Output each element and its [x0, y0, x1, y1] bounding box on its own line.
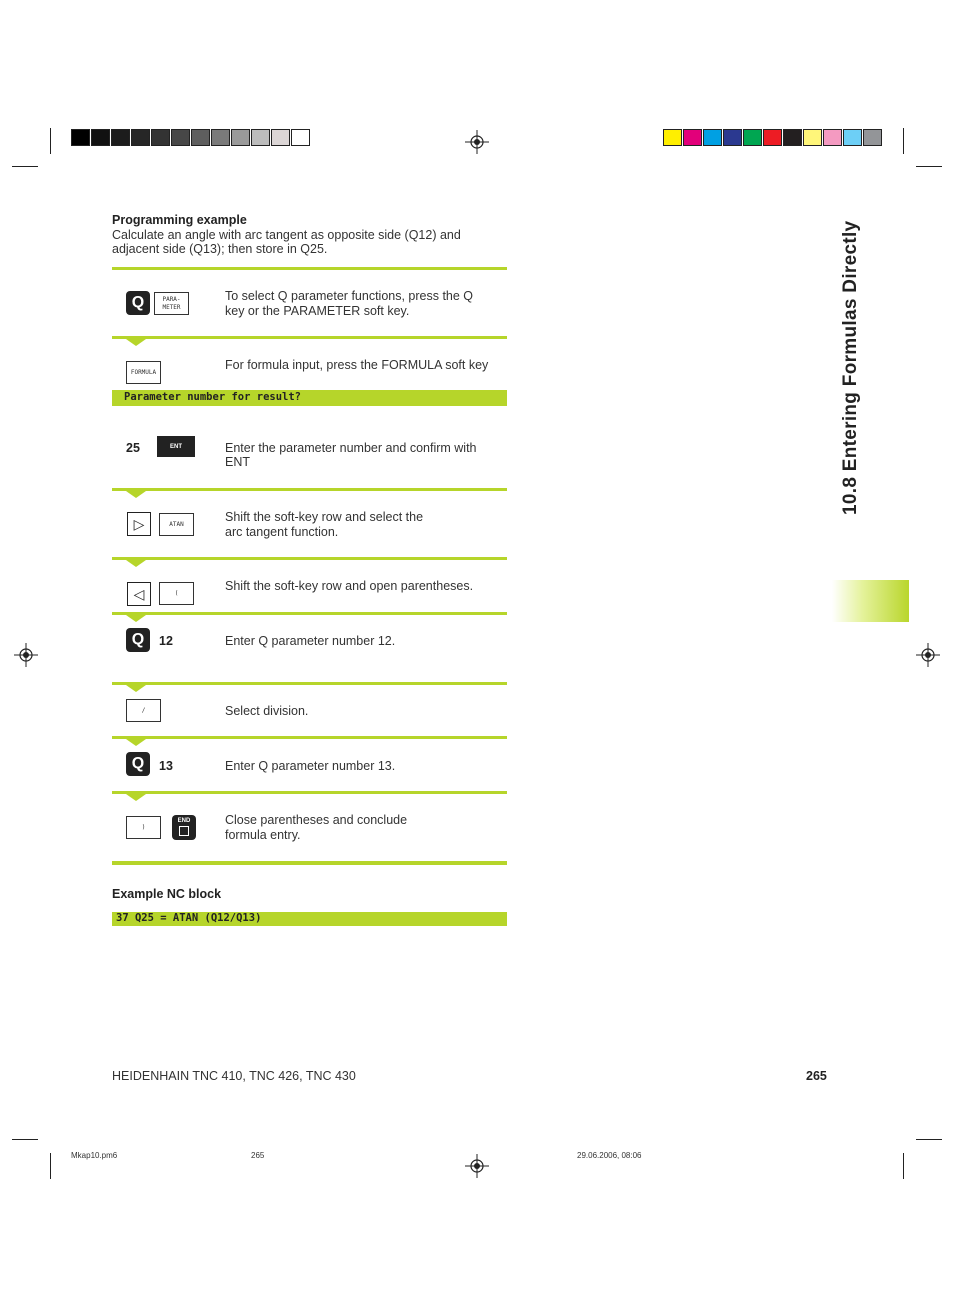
gray-swatch: [211, 129, 230, 146]
open-parenthesis-soft-key[interactable]: (: [159, 582, 194, 605]
step-separator: [112, 557, 507, 560]
color-swatch: [743, 129, 762, 146]
step-text: Shift the soft-key row and select the: [225, 510, 424, 524]
chapter-tab-marker: [832, 580, 909, 622]
left-arrow-key[interactable]: ◁: [127, 582, 151, 606]
parameter-value: 13: [159, 759, 173, 773]
slug-page: 265: [251, 1151, 265, 1160]
intro-line-1: Calculate an angle with arc tangent as opposite side (Q12) and: [112, 228, 461, 242]
close-parenthesis-soft-key[interactable]: ): [126, 816, 161, 839]
gray-swatch: [231, 129, 250, 146]
crop-mark: [12, 166, 38, 167]
slug-file: Mkap10.pm6: [71, 1151, 118, 1160]
step-arrow: [126, 685, 146, 692]
step-text: Enter Q parameter number 12.: [225, 634, 396, 648]
chapter-side-title: 10.8 Entering Formulas Directly: [840, 220, 861, 515]
registration-mark-icon: [465, 130, 489, 154]
step-separator: [112, 336, 507, 339]
programming-example-heading: Programming example: [112, 213, 247, 227]
step-arrow: [126, 339, 146, 346]
color-swatch: [703, 129, 722, 146]
step-separator: [112, 682, 507, 685]
gray-swatch: [251, 129, 270, 146]
step-text: For formula input, press the FORMULA soft key: [225, 358, 489, 372]
crop-mark: [50, 128, 51, 154]
registration-mark-icon: [14, 643, 38, 667]
end-key-label: END: [177, 818, 191, 824]
atan-soft-key[interactable]: ATAN: [159, 513, 194, 536]
slug-date: 29.06.2006, 08:06: [577, 1151, 642, 1160]
color-swatch: [663, 129, 682, 146]
step-arrow: [126, 615, 146, 622]
step-separator: [112, 791, 507, 794]
example-nc-block-heading: Example NC block: [112, 887, 222, 901]
step-separator: [112, 736, 507, 739]
parameter-soft-key[interactable]: [154, 292, 189, 315]
parameter-value: 12: [159, 634, 173, 648]
nc-block-bar: [112, 912, 507, 926]
q-key[interactable]: Q: [126, 752, 150, 776]
step-arrow: [126, 491, 146, 498]
gray-swatch: [91, 129, 110, 146]
gray-swatch: [271, 129, 290, 146]
footer-page-number: 265: [806, 1069, 827, 1083]
crop-mark: [903, 1153, 904, 1179]
registration-mark-icon: [916, 643, 940, 667]
end-square-icon: [179, 826, 189, 836]
gray-swatch: [171, 129, 190, 146]
right-arrow-key[interactable]: ▷: [127, 512, 151, 536]
nc-block: 37 Q25 = ATAN (Q12/Q13): [116, 912, 262, 924]
ent-key[interactable]: ENT: [157, 436, 195, 457]
crop-mark: [50, 1153, 51, 1179]
step-text: Shift the soft-key row and open parentheses.: [225, 579, 474, 593]
registration-mark-icon: [465, 1154, 489, 1178]
color-swatch: [803, 129, 822, 146]
step-arrow: [126, 794, 146, 801]
step-separator: [112, 861, 507, 865]
dialog-prompt-bar: [112, 390, 507, 406]
step-text: Close parentheses and conclude: [225, 813, 408, 827]
gray-swatch: [151, 129, 170, 146]
gray-swatch: [291, 129, 310, 146]
gray-swatch: [131, 129, 150, 146]
formula-soft-key[interactable]: FORMULA: [126, 361, 161, 384]
crop-mark: [903, 128, 904, 154]
color-swatch: [843, 129, 862, 146]
color-swatch: [823, 129, 842, 146]
parameter-value: 25: [126, 441, 140, 455]
q-key[interactable]: Q: [126, 628, 150, 652]
step-arrow: [126, 739, 146, 746]
soft-key-label: PARA-: [162, 295, 181, 303]
step-text: Enter the parameter number and confirm with: [225, 441, 477, 455]
footer-product: HEIDENHAIN TNC 410, TNC 426, TNC 430: [112, 1069, 356, 1083]
gray-swatch: [111, 129, 130, 146]
crop-mark: [12, 1139, 38, 1140]
color-swatch: [723, 129, 742, 146]
step-text: Select division.: [225, 704, 309, 718]
divide-soft-key[interactable]: /: [126, 699, 161, 722]
gray-swatch: [191, 129, 210, 146]
step-separator: [112, 488, 507, 491]
dialog-prompt: Parameter number for result?: [124, 391, 302, 403]
gray-swatch: [71, 129, 90, 146]
step-text: arc tangent function.: [225, 525, 339, 539]
step-text: Enter Q parameter number 13.: [225, 759, 396, 773]
step-text: key or the PARAMETER soft key.: [225, 304, 410, 318]
intro-line-2: adjacent side (Q13); then store in Q25.: [112, 242, 328, 256]
q-key[interactable]: Q: [126, 291, 150, 315]
soft-key-label: METER: [162, 303, 181, 311]
color-swatch: [683, 129, 702, 146]
step-separator: [112, 267, 507, 270]
step-text: ENT: [225, 455, 250, 469]
crop-mark: [916, 166, 942, 167]
color-swatch: [863, 129, 882, 146]
color-swatch: [783, 129, 802, 146]
step-text: formula entry.: [225, 828, 301, 842]
end-key[interactable]: [172, 815, 196, 840]
step-separator: [112, 612, 507, 615]
crop-mark: [916, 1139, 942, 1140]
step-arrow: [126, 560, 146, 567]
step-text: To select Q parameter functions, press the Q: [225, 289, 474, 303]
color-swatch: [763, 129, 782, 146]
